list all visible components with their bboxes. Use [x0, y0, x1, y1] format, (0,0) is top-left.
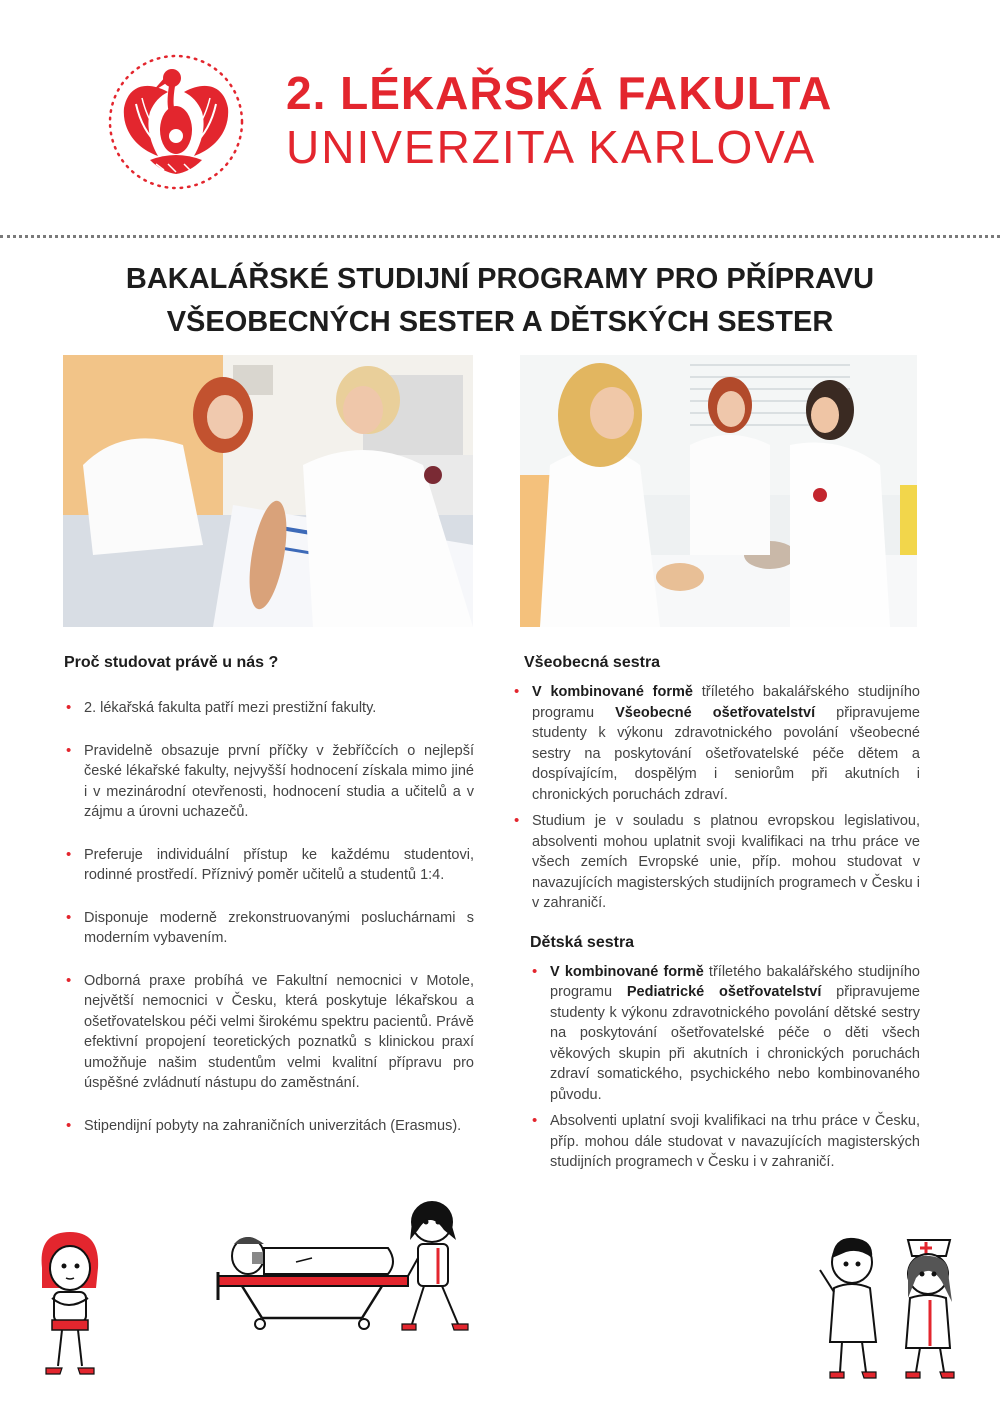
- list-item: • Absolventi uplatní svoji kvalifikaci na trhu práce v Česku, příp. mohou dále studovat v navazujících magisterských studijních programech v Česku i v zahraničí.: [530, 1111, 920, 1173]
- program-description: připravujeme studenty k výkonu zdravotnického povolání všeobecné sestry na poskytování ošetřovatelské péče dětem a dospívajícím, dospělým i seniorům při akutních i chronických poruchách zdraví.: [532, 704, 920, 803]
- list-item: [530, 962, 920, 1106]
- program-description: připravujeme studenty k výkonu zdravotnického povolání dětské sestry na poskytování ošetřovatelské péče o děti všech věkových skupin při akutních i chronických poruchách zdraví somatického, psychického nebo kombinovaného původu.: [550, 984, 920, 1103]
- why-study-heading: Proč studovat právě u nás ?: [64, 654, 279, 671]
- brand-faculty-name: 2. LÉKAŘSKÁ FAKULTA: [286, 67, 833, 119]
- why-study-section: [64, 652, 474, 1158]
- list-item: • Stipendijní pobyty na zahraničních univerzitách (Erasmus).: [64, 1116, 474, 1137]
- program-name: Pediatrické ošetřovatelství: [626, 984, 822, 1000]
- cartoon-student-icon: [28, 1228, 108, 1378]
- page-title-line1: BAKALÁŘSKÉ STUDIJNÍ PROGRAMY PRO PŘÍPRAVU: [125, 263, 875, 295]
- brand-university-name: UNIVERZITA KARLOVA: [286, 121, 817, 173]
- general-nurse-heading: Všeobecná sestra: [524, 654, 661, 671]
- why-study-list: [64, 698, 474, 1136]
- page-title-line2: VŠEOBECNÝCH SESTER A DĚTSKÝCH SESTER: [166, 306, 834, 338]
- programs-section: [512, 652, 920, 1179]
- pediatric-nurse-list: [512, 962, 920, 1173]
- cartoon-nurses-icon: [812, 1222, 972, 1382]
- list-item: • Pravidelně obsazuje první příčky v žebříčcích o nejlepší české lékařské fakulty, nejvyšší hodnocení získala mimo jiné i v mezinárodní otevřenosti, hodnocení studia a učitelů a v zájmu a úrovni uchazečů.: [64, 741, 474, 823]
- pediatric-nurse-heading: Dětská sestra: [530, 933, 635, 951]
- combined-form-text: V kombinované formě: [550, 963, 704, 980]
- program-text: tříletého bakalářského studijního programu: [532, 684, 920, 721]
- list-item: • Odborná praxe probíhá ve Fakultní nemocnici v Motole, největší nemocnici v Česku, která poskytuje lékařskou a ošetřovatelskou péči velmi širokému spektru pacientů. Právě efektivní propojení teoretických poznatků s klinickou praxí umožňuje našim studentům velmi kvalitní přípravu pro úspěšné zvládnutí nástupu do zaměstnání.: [64, 971, 474, 1094]
- cartoon-stretcher-icon: [212, 1200, 472, 1340]
- program-text: tříletého bakalářského studijního programu: [550, 963, 920, 1000]
- program-name: Všeobecné ošetřovatelství: [615, 704, 816, 721]
- pelican-logo-icon: [106, 52, 246, 192]
- photo-pediatric-training: [520, 355, 917, 627]
- combined-form-text: V kombinované formě: [532, 684, 693, 700]
- list-item: • Preferuje individuální přístup ke každému studentovi, rodinné prostředí. Příznivý poměr učitelů a studentů 1:4.: [64, 845, 474, 886]
- list-item: • 2. lékařská fakulta patří mezi prestižní fakulty.: [64, 698, 474, 719]
- page-title: [0, 258, 1000, 344]
- list-item: • Studium je v souladu s platnou evropskou legislativou, absolventi mohou uplatnit svoji kvalifikaci na trhu práce ve všech zemích Evropské unie, příp. mohou studovat v navazujících magisterských studijních programech v Česku i v zahraničí.: [512, 811, 920, 914]
- dotted-divider: [0, 235, 1000, 238]
- list-item: • Disponuje moderně zrekonstruovanými posluchárnami s moderním vybavením.: [64, 908, 474, 949]
- general-nurse-list: [512, 682, 920, 914]
- list-item: [512, 682, 920, 805]
- photo-nursing-training-bed: [63, 355, 473, 627]
